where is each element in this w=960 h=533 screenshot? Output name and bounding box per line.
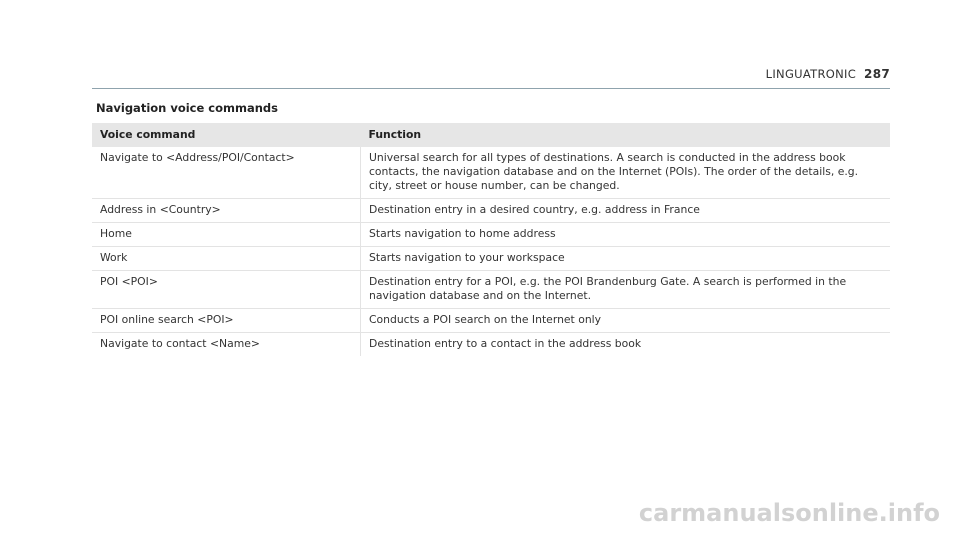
voice-command-cell: Address in <Country> — [92, 199, 361, 223]
function-cell: Destination entry for a POI, e.g. the POI Brandenburg Gate. A search is performed in the navigation database and on the Internet. — [361, 271, 891, 309]
function-cell: Universal search for all types of destinations. A search is conducted in the address book contacts, the navigation database and on the Internet (POIs). The order of the details, e.g. city, street or house number, can be changed. — [361, 147, 891, 199]
voice-command-cell: Navigate to <Address/POI/Contact> — [92, 147, 361, 199]
function-cell: Starts navigation to your workspace — [361, 247, 891, 271]
table-row — [92, 333, 890, 357]
voice-command-cell: Navigate to contact <Name> — [92, 333, 361, 357]
watermark: carmanualsonline.info — [638, 499, 940, 527]
function-cell: Starts navigation to home address — [361, 223, 891, 247]
function-cell: Destination entry in a desired country, e.g. address in France — [361, 199, 891, 223]
header-rule — [92, 88, 890, 89]
table-row — [92, 271, 890, 309]
voice-command-cell: Work — [92, 247, 361, 271]
table-row — [92, 199, 890, 223]
function-cell: Destination entry to a contact in the address book — [369, 337, 642, 350]
table-row — [92, 223, 890, 247]
table-row — [92, 247, 890, 271]
voice-command-cell: POI online search <POI> — [92, 309, 361, 333]
table-row — [92, 309, 890, 333]
running-head — [766, 67, 890, 81]
voice-commands-table — [92, 123, 890, 356]
column-header-function: Function — [361, 123, 891, 147]
voice-command-cell: POI <POI> — [92, 271, 361, 309]
voice-command-cell: Home — [92, 223, 361, 247]
table-row — [92, 147, 890, 199]
table-header-row — [92, 123, 890, 147]
function-cell: Conducts a POI search on the Internet only — [361, 309, 891, 333]
page-number: 287 — [864, 67, 890, 81]
column-header-voice-command: Voice command — [92, 123, 361, 147]
running-head-title: LINGUATRONIC — [765, 67, 857, 81]
section-title: Navigation voice commands — [96, 101, 279, 115]
